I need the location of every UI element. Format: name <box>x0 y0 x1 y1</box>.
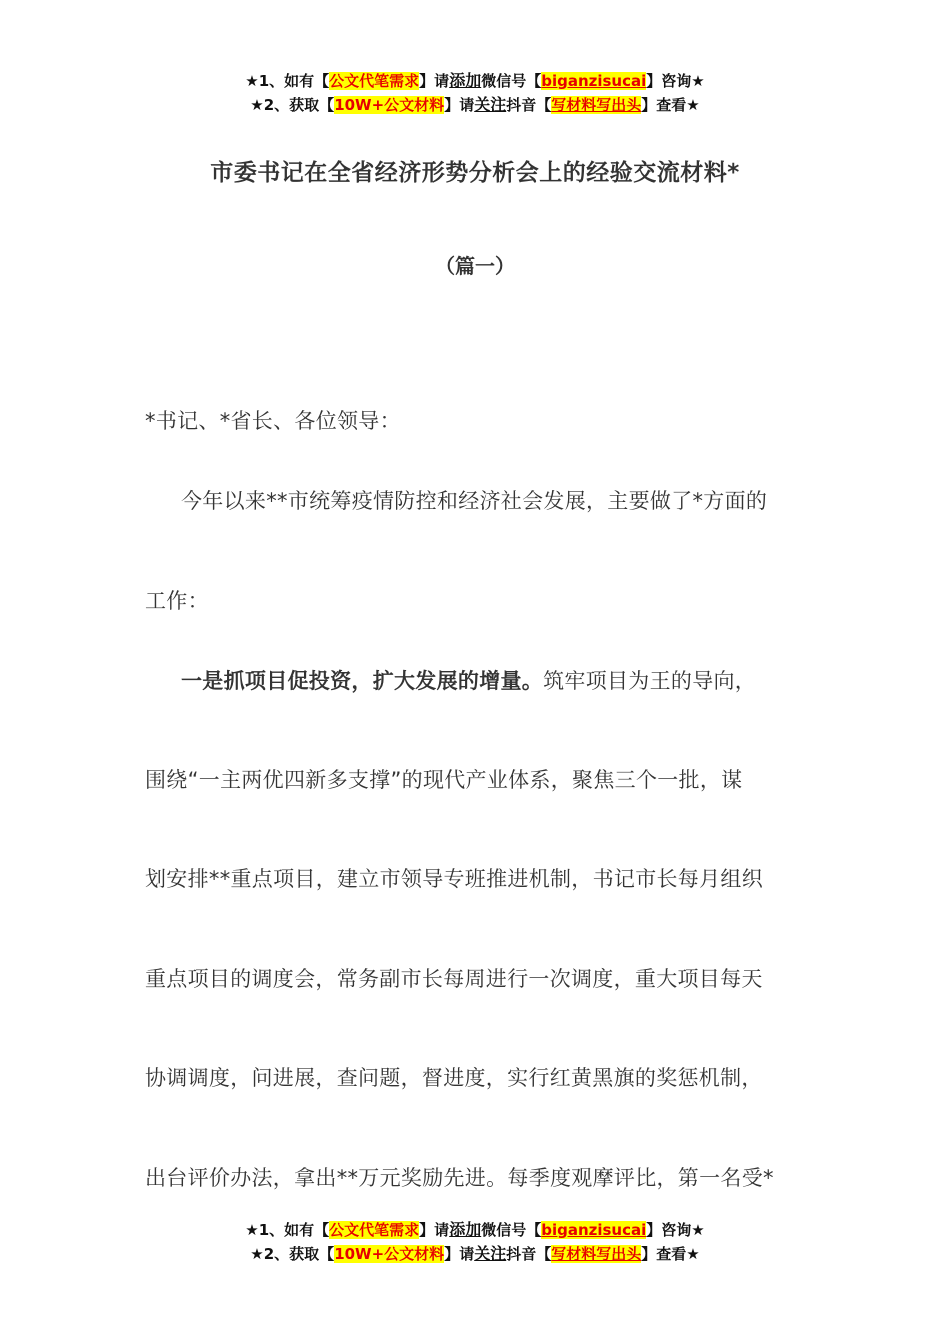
promo-emphasis: 关注 <box>474 1244 507 1263</box>
promo-line-1: ★1、如有【公文代笔需求】请添加微信号【biganzisucai】咨询★ <box>245 71 705 90</box>
promo-emphasis: 添加 <box>449 1220 482 1239</box>
wechat-id-link[interactable]: biganzisucai <box>541 72 647 90</box>
body-line: 围绕“一主两优四新多支撑”的现代产业体系，聚焦三个一批，谋 <box>145 768 743 792</box>
promo-highlight: 10W+公文材料 <box>334 1245 445 1263</box>
body-line: 协调调度，问进展，查问题，督进度，实行红黄黑旗的奖惩机制， <box>145 1066 763 1090</box>
douyin-account-link[interactable]: 写材料写出头 <box>551 1245 642 1263</box>
promo-emphasis: 添加 <box>449 71 482 90</box>
body-line: 重点项目的调度会，常务副市长每周进行一次调度，重大项目每天 <box>145 967 763 991</box>
body-line: 出台评价办法，拿出**万元奖励先进。每季度观摩评比，第一名受* <box>145 1166 774 1190</box>
body-line: 划安排**重点项目，建立市领导专班推进机制，书记市长每月组织 <box>145 867 763 891</box>
promo-highlight: 公文代笔需求 <box>329 72 420 90</box>
promo-emphasis: 关注 <box>474 95 507 114</box>
promo-line-1: ★1、如有【公文代笔需求】请添加微信号【biganzisucai】咨询★ <box>245 1220 705 1239</box>
douyin-account-link[interactable]: 写材料写出头 <box>551 96 642 114</box>
section-heading: 一是抓项目促投资，扩大发展的增量。 <box>181 669 544 693</box>
promo-line-2: ★2、获取【10W+公文材料】请关注抖音【写材料写出头】查看★ <box>250 1244 700 1263</box>
promo-footer <box>0 1218 950 1266</box>
promo-line-2: ★2、获取【10W+公文材料】请关注抖音【写材料写出头】查看★ <box>250 95 700 114</box>
document-title: 市委书记在全省经济形势分析会上的经验交流材料* <box>210 160 740 186</box>
salutation: *书记、*省长、各位领导： <box>145 409 401 433</box>
promo-highlight: 公文代笔需求 <box>329 1221 420 1239</box>
document-subtitle: （篇一） <box>435 254 515 278</box>
body-line: 今年以来**市统筹疫情防控和经济社会发展，主要做了*方面的 <box>181 489 768 513</box>
wechat-id-link[interactable]: biganzisucai <box>541 1221 647 1239</box>
promo-highlight: 10W+公文材料 <box>334 96 445 114</box>
promo-header <box>0 69 950 117</box>
body-line: 一是抓项目促投资，扩大发展的增量。筑牢项目为王的导向， <box>181 669 757 693</box>
body-line: 工作： <box>145 589 209 613</box>
